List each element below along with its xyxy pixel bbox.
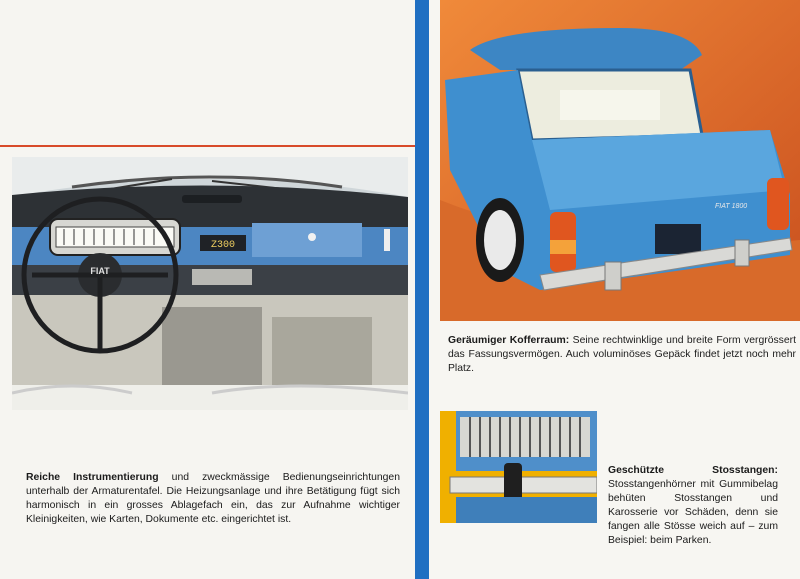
odometer-readout: Z300: [210, 240, 236, 251]
dashboard-caption: [26, 471, 400, 527]
steering-wheel-badge: FIAT: [90, 266, 110, 276]
bumper-caption: [608, 464, 778, 548]
dashboard-caption-heading: Reiche Instrumentierung: [26, 472, 159, 483]
trunk-caption-body: Seine rechtwinklige und breite Form vergrössert das Fassungsvermögen. Auch voluminöses Gepäck findet jetzt noch mehr Platz.: [448, 335, 796, 374]
car-model-badge: FIAT 1800: [715, 203, 748, 210]
trunk-caption: [448, 334, 796, 376]
bumper-caption-heading: Geschützte Stosstangen:: [608, 465, 778, 476]
bumper-detail-photo: [440, 411, 597, 523]
bumper-caption-body: Stosstangenhörner mit Gummibelag behüten Stosstangen und Karosserie vor Schäden, denn sie fangen alle Stösse weich auf – zum Beispiel: beim Parken.: [608, 479, 778, 546]
dashboard-photo: [12, 157, 408, 410]
trunk-caption-heading: Geräumiger Kofferraum:: [448, 335, 570, 346]
car-rear-photo: [440, 0, 800, 321]
red-divider-rule: [0, 145, 415, 147]
dashboard-caption-body: und zweckmässige Bedienungseinrichtungen unterhalb der Armaturentafel. Die Heizungsanlage und ihre Betätigung fügt sich harmonisch in ein grosses Ablagefach ein, das zur Aufnahme wichtiger Kleinigkeiten, wie Karten, Dokumente etc. eingerichtet ist.: [26, 472, 400, 525]
blue-spine-band: [415, 0, 429, 579]
